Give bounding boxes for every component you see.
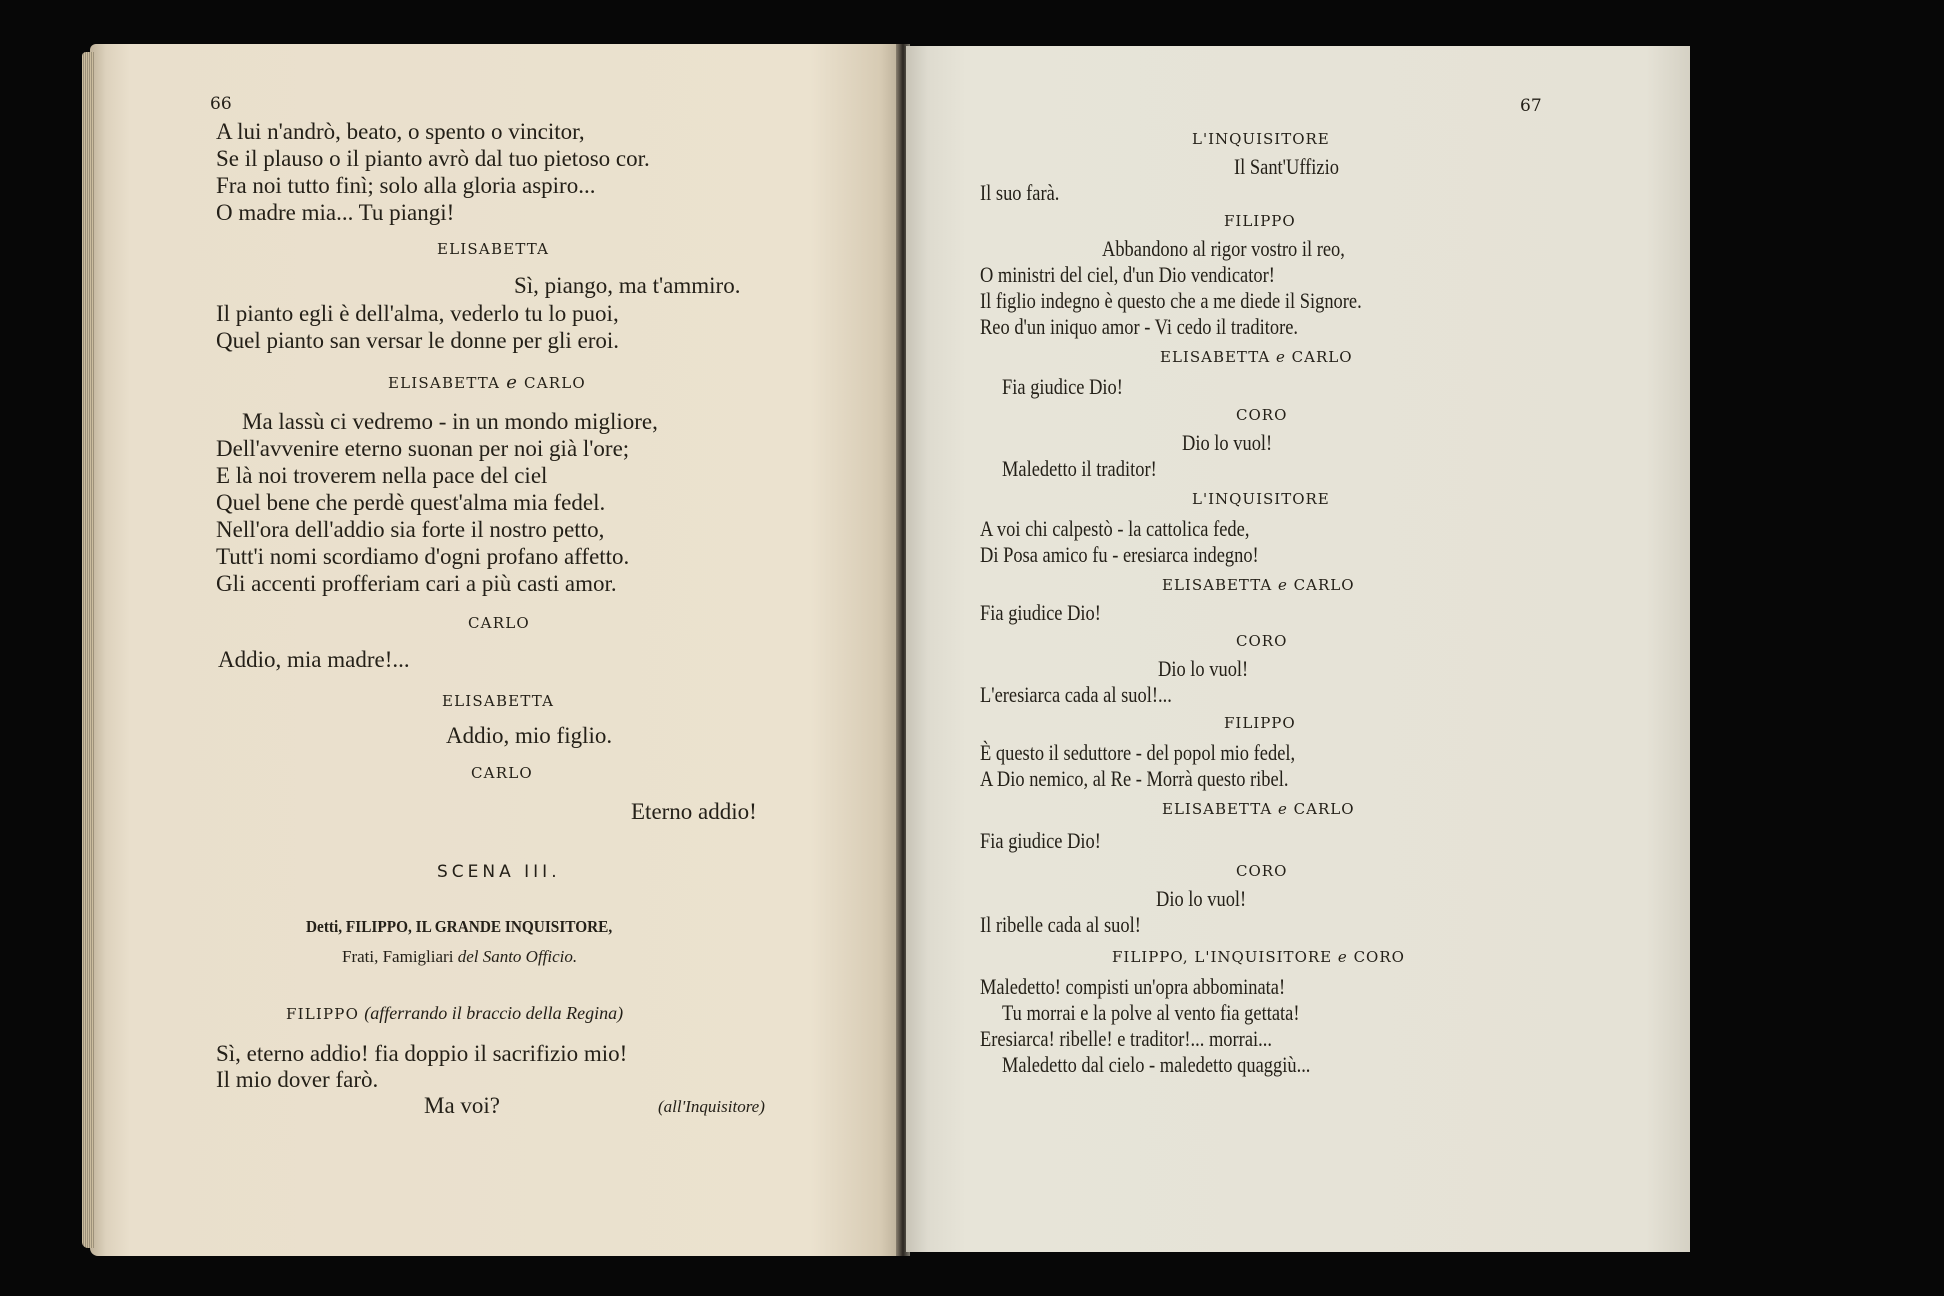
verse-line: Il figlio indegno è questo che a me diede il Signore. — [980, 288, 1362, 313]
scene-title: SCENA III. — [437, 862, 561, 882]
speaker-conjunction: e — [506, 372, 519, 393]
speaker-heading: CORO — [1236, 632, 1288, 650]
speaker-conjunction: e — [1278, 576, 1288, 594]
speaker-name: CARLO — [524, 374, 586, 392]
left-page — [90, 44, 902, 1256]
speaker-conjunction: e — [1278, 800, 1288, 818]
verse-line: Dio lo vuol! — [1156, 886, 1247, 911]
verse-line: Sì, eterno addio! fia doppio il sacrifizio mio! — [216, 1041, 628, 1066]
verse-line: Fia giudice Dio! — [1002, 374, 1123, 399]
page-number: 66 — [210, 94, 232, 114]
verse-line: Addio, mio figlio. — [446, 723, 613, 748]
page-number: 67 — [1520, 96, 1542, 116]
speaker-heading: CARLO — [471, 764, 533, 782]
verse-line: Di Posa amico fu - eresiarca indegno! — [980, 542, 1259, 567]
verse-line: Tutt'i nomi scordiamo d'ogni profano affetto. — [216, 544, 630, 569]
verse-line: Ma voi? — [424, 1093, 501, 1118]
verse-line: A voi chi calpestò - la cattolica fede, — [980, 516, 1250, 541]
speaker-name: CARLO — [1293, 800, 1355, 818]
speaker-name: CARLO — [1291, 348, 1353, 366]
speaker-heading: FILIPPO — [1224, 212, 1296, 230]
verse-line: Maledetto! compisti un'opra abbominata! — [980, 974, 1286, 999]
speaker-name: ELISABETTA — [388, 374, 501, 392]
speaker-heading: CORO — [1236, 862, 1288, 880]
speaker-name: FILIPPO, L'INQUISITORE — [1112, 948, 1333, 966]
verse-line: O madre mia... Tu piangi! — [216, 200, 455, 225]
verse-line: Addio, mia madre!... — [218, 647, 410, 672]
verse-line: Fia giudice Dio! — [980, 600, 1101, 625]
speaker-name: ELISABETTA — [1162, 576, 1273, 594]
speaker-conjunction: e — [1337, 948, 1348, 966]
verse-line: Fra noi tutto finì; solo alla gloria aspiro... — [216, 173, 596, 198]
right-page — [906, 46, 1690, 1252]
stage-direction — [342, 948, 577, 965]
verse-line: È questo il seduttore - del popol mio fedel, — [980, 740, 1296, 765]
verse-line: Il ribelle cada al suol! — [980, 912, 1141, 937]
verse-line: Gli accenti profferiam cari a più casti amor. — [216, 571, 617, 596]
verse-line: Nell'ora dell'addio sia forte il nostro petto, — [216, 517, 605, 542]
verse-line: Il mio dover farò. — [216, 1067, 379, 1092]
speaker-name: CORO — [1353, 948, 1405, 966]
verse-line: Il suo farà. — [980, 180, 1060, 205]
speaker-heading — [1162, 578, 1355, 593]
speaker-heading: L'INQUISITORE — [1192, 490, 1330, 508]
speaker-heading: CARLO — [468, 614, 530, 632]
stage-direction-italic: (all'Inquisitore) — [658, 1097, 765, 1116]
verse-line: Sì, piango, ma t'ammiro. — [514, 273, 741, 298]
verse-line: A Dio nemico, al Re - Morrà questo ribel. — [980, 766, 1289, 791]
verse-line: Maledetto dal cielo - maledetto quaggiù... — [1002, 1052, 1311, 1077]
speaker-name: FILIPPO — [286, 1005, 360, 1023]
verse-line: Reo d'un iniquo amor - Vi cedo il traditore. — [980, 314, 1299, 339]
stage-direction-text: Frati, Famigliari — [342, 947, 454, 966]
verse-line: O ministri del ciel, d'un Dio vendicator! — [980, 262, 1275, 287]
verse-line: Ma lassù ci vedremo - in un mondo migliore, — [242, 409, 658, 434]
verse-line: Quel bene che perdè quest'alma mia fedel. — [216, 490, 606, 515]
speaker-heading: ELISABETTA — [442, 692, 555, 710]
speaker-heading: CORO — [1236, 406, 1288, 424]
speaker-heading — [1112, 950, 1405, 965]
speaker-heading — [1162, 802, 1355, 817]
verse-line: Eterno addio! — [631, 799, 757, 824]
verse-line: Il Sant'Uffizio — [1234, 154, 1339, 179]
page-edges — [82, 52, 94, 1248]
verse-line: Quel pianto san versar le donne per gli eroi. — [216, 328, 620, 353]
verse-line: Se il plauso o il pianto avrò dal tuo pietoso cor. — [216, 146, 650, 171]
verse-line: L'eresiarca cada al suol!... — [980, 682, 1172, 707]
speaker-heading — [388, 374, 586, 392]
stage-direction: Detti, FILIPPO, IL GRANDE INQUISITORE, — [306, 917, 613, 936]
verse-line: E là noi troverem nella pace del ciel — [216, 463, 548, 488]
verse-line: A lui n'andrò, beato, o spento o vincitor, — [216, 119, 585, 144]
verse-line: Dio lo vuol! — [1182, 430, 1273, 455]
speaker-name: ELISABETTA — [1162, 800, 1273, 818]
stage-direction-italic: (afferrando il braccio della Regina) — [364, 1003, 624, 1023]
speaker-heading: L'INQUISITORE — [1192, 130, 1330, 148]
verse-line: Il pianto egli è dell'alma, vederlo tu lo puoi, — [216, 301, 619, 326]
stage-direction-italic: del Santo Officio. — [457, 947, 578, 966]
verse-line: Fia giudice Dio! — [980, 828, 1101, 853]
speaker-conjunction: e — [1276, 348, 1286, 366]
verse-line: Maledetto il traditor! — [1002, 456, 1157, 481]
speaker-name: CARLO — [1293, 576, 1355, 594]
verse-line: Tu morrai e la polve al vento fia gettata! — [1002, 1000, 1300, 1025]
speaker-heading: FILIPPO — [1224, 714, 1296, 732]
speaker-name: ELISABETTA — [1160, 348, 1271, 366]
speaker-heading — [1160, 350, 1353, 365]
verse-line: Dell'avvenire eterno suonan per noi già l'ore; — [216, 436, 630, 461]
verse-line: Eresiarca! ribelle! e traditor!... morrai... — [980, 1026, 1272, 1051]
speaker-heading: ELISABETTA — [437, 240, 550, 258]
speaker-heading — [286, 1004, 623, 1022]
open-book — [90, 44, 1690, 1256]
verse-line: Dio lo vuol! — [1158, 656, 1249, 681]
verse-line: Abbandono al rigor vostro il reo, — [1102, 236, 1345, 261]
